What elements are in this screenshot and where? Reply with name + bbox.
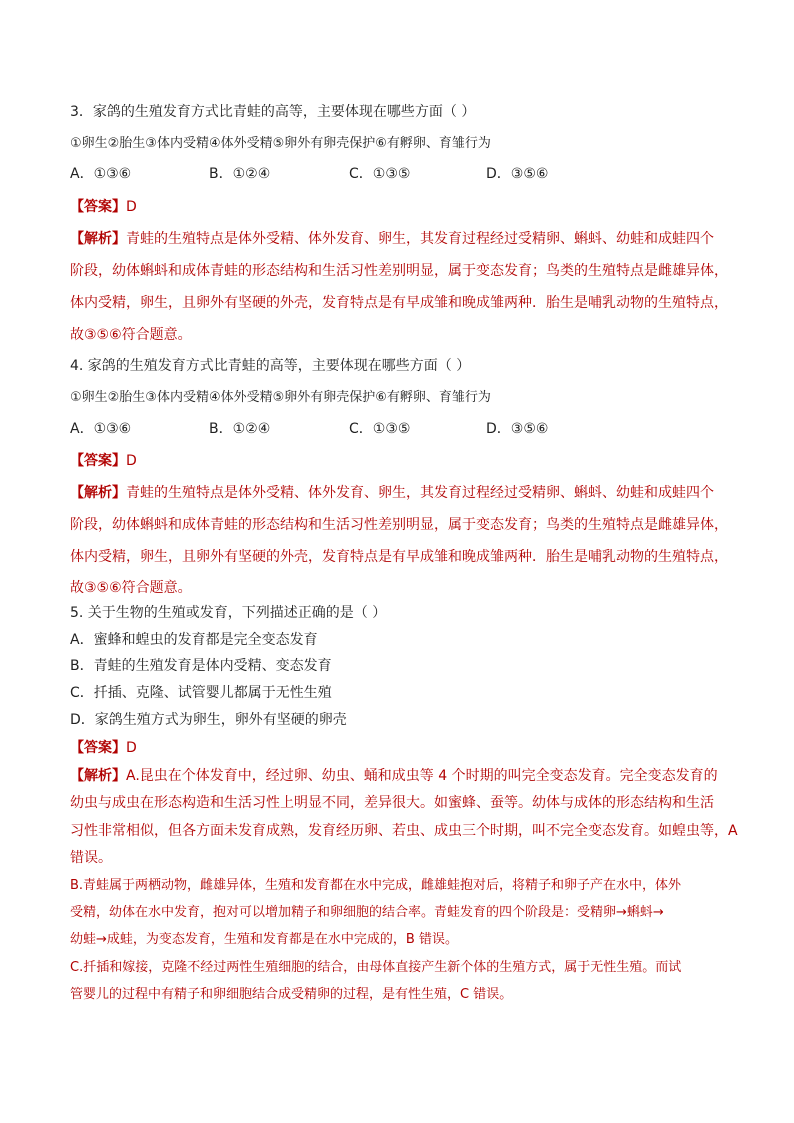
q5-option-d: D．家鸽生殖方式为卵生，卵外有坚硬的卵壳 xyxy=(70,712,347,728)
q3-analysis-line-2: 阶段，幼体蝌蚪和成体青蛙的形态结构和生活习性差别明显，属于变态发育；鸟类的生殖特点是雌雄异体， xyxy=(70,263,728,279)
q4-analysis-line-4: 故③⑤⑥符合题意。 xyxy=(70,580,192,596)
q4-option-c: C．①③⑤ xyxy=(349,421,411,437)
q4-items: ①卵生②胎生③体内受精④体外受精⑤卵外有卵壳保护⑥有孵卵、育雏行为 xyxy=(70,390,491,405)
answer-tag: 【答案】 xyxy=(70,453,126,469)
answer-value: D xyxy=(126,740,137,756)
q3-stem: 3．家鸽的生殖发育方式比青蛙的高等，主要体现在哪些方面（ ） xyxy=(70,104,476,120)
answer-value: D xyxy=(126,199,137,215)
q5-analysis-b-line-3: 幼蛙→成蛙，为变态发育，生殖和发育都是在水中完成的，B 错误。 xyxy=(70,932,458,947)
analysis-text: A.昆虫在个体发育中，经过卵、幼虫、蛹和成虫等 4 个时期的叫完全变态发育。完全变态发育的 xyxy=(126,768,718,784)
q5-analysis-a-line-4: 错误。 xyxy=(70,850,112,866)
q5-analysis-b-line-2: 受精，幼体在水中发育，抱对可以增加精子和卵细胞的结合率。青蛙发育的四个阶段是：受精卵→蝌蚪→ xyxy=(70,905,664,920)
q3-option-b: B．①②④ xyxy=(209,166,271,182)
analysis-tag: 【解析】 xyxy=(70,485,126,501)
q3-option-c: C．①③⑤ xyxy=(349,166,411,182)
q5-answer xyxy=(70,738,750,758)
q5-option-c: C．扦插、克隆、试管婴儿都属于无性生殖 xyxy=(70,685,332,701)
q4-stem: 4. 家鸽的生殖发育方式比青蛙的高等，主要体现在哪些方面（ ） xyxy=(70,358,471,374)
q5-analysis-a-line-3: 习性非常相似，但各方面未发育成熟，发育经历卵、若虫、成虫三个时期，叫不完全变态发育。如蝗虫等，A xyxy=(70,823,738,839)
analysis-tag: 【解析】 xyxy=(70,768,126,784)
analysis-text: 青蛙的生殖特点是体外受精、体外发育、卵生，其发育过程经过受精卵、蝌蚪、幼蛙和成蛙四个 xyxy=(126,231,714,247)
analysis-tag: 【解析】 xyxy=(70,231,126,247)
q4-analysis-line-2: 阶段，幼体蝌蚪和成体青蛙的形态结构和生活习性差别明显，属于变态发育；鸟类的生殖特点是雌雄异体， xyxy=(70,517,728,533)
q5-analysis-c-line-2: 管婴儿的过程中有精子和卵细胞结合成受精卵的过程，是有性生殖，C 错误。 xyxy=(70,987,513,1002)
q4-option-a: A．①③⑥ xyxy=(70,421,132,437)
q4-analysis-line-1 xyxy=(70,483,750,503)
q4-option-b: B．①②④ xyxy=(209,421,271,437)
q5-analysis-c-line-1: C.扦插和嫁接，克隆不经过两性生殖细胞的结合，由母体直接产生新个体的生殖方式，属于无性生殖。而试 xyxy=(70,960,682,975)
q5-analysis-a-line-1 xyxy=(70,766,750,786)
q3-analysis-line-4: 故③⑤⑥符合题意。 xyxy=(70,327,192,343)
q3-analysis-line-3: 体内受精，卵生，且卵外有坚硬的外壳，发育特点是有早成雏和晚成雏两种．胎生是哺乳动物的生殖特点， xyxy=(70,295,728,311)
q5-option-b: B．青蛙的生殖发育是体内受精、变态发育 xyxy=(70,658,332,674)
q5-analysis-a-line-2: 幼虫与成虫在形态构造和生活习性上明显不同，差异很大。如蜜蜂、蚕等。幼体与成体的形态结构和生活 xyxy=(70,795,714,811)
q4-answer xyxy=(70,451,750,471)
answer-tag: 【答案】 xyxy=(70,199,126,215)
q4-analysis-line-3: 体内受精，卵生，且卵外有坚硬的外壳，发育特点是有早成雏和晚成雏两种．胎生是哺乳动物的生殖特点， xyxy=(70,549,728,565)
q5-stem: 5. 关于生物的生殖或发育，下列描述正确的是（ ） xyxy=(70,605,387,621)
answer-tag: 【答案】 xyxy=(70,740,126,756)
q5-option-a: A．蜜蜂和蝗虫的发育都是完全变态发育 xyxy=(70,632,318,648)
q3-option-a: A．①③⑥ xyxy=(70,166,132,182)
q5-analysis-b-line-1: B.青蛙属于两栖动物，雌雄异体，生殖和发育都在水中完成，雌雄蛙抱对后，将精子和卵子产在水中，体外 xyxy=(70,878,682,893)
answer-value: D xyxy=(126,453,137,469)
q3-option-d: D．③⑤⑥ xyxy=(486,166,549,182)
analysis-text: 青蛙的生殖特点是体外受精、体外发育、卵生，其发育过程经过受精卵、蝌蚪、幼蛙和成蛙四个 xyxy=(126,485,714,501)
q3-answer xyxy=(70,197,750,217)
q3-items: ①卵生②胎生③体内受精④体外受精⑤卵外有卵壳保护⑥有孵卵、育雏行为 xyxy=(70,136,491,151)
q3-analysis-line-1 xyxy=(70,229,750,249)
q4-option-d: D．③⑤⑥ xyxy=(486,421,549,437)
